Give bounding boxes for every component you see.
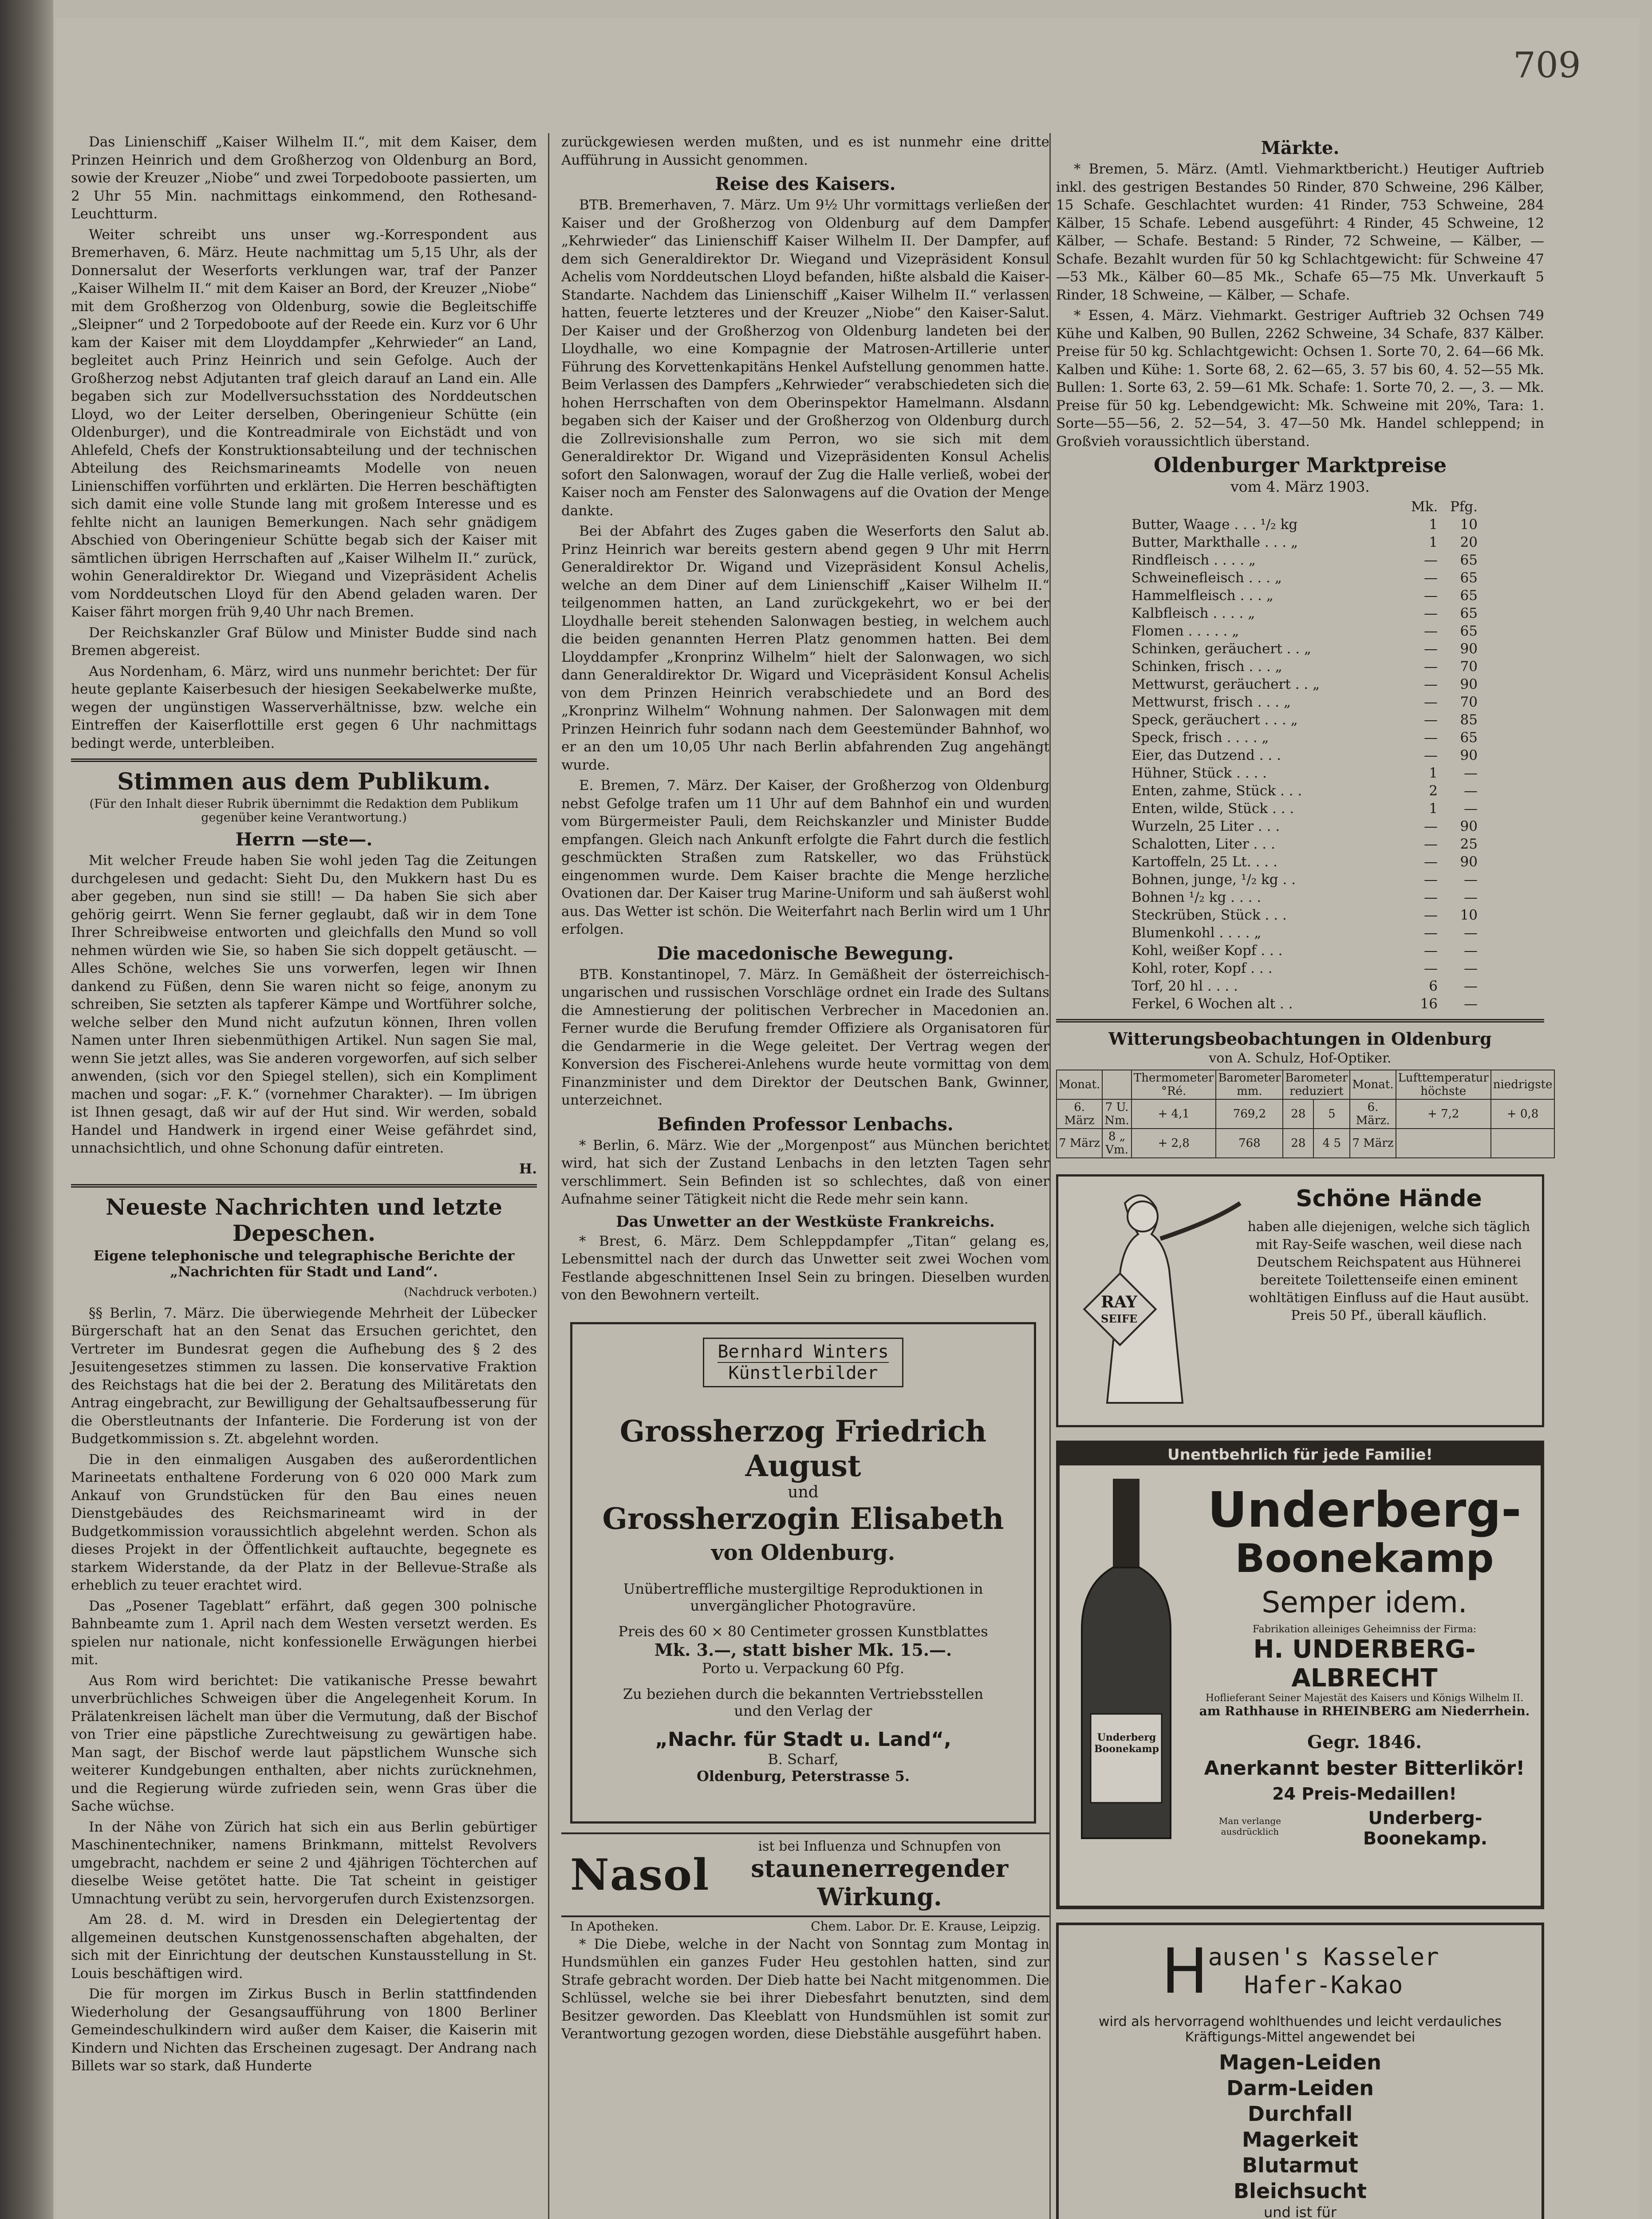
price-row — [1132, 729, 1478, 746]
price-mk: — — [1424, 960, 1438, 976]
weather-cell: 7 März — [1350, 1129, 1396, 1158]
weather-cell: + 0,8 — [1491, 1099, 1555, 1129]
price-mk: 1 — [1429, 517, 1438, 533]
price-row — [1132, 622, 1478, 640]
ad-claim-big: staunenerregender Wirkung. — [751, 1854, 1009, 1911]
article-paragraph: Der Reichskanzler Graf Bülow und Minister Budde sind nach Bremen abgereist. — [71, 624, 537, 659]
price-item: Kartoffeln, 25 Lt. . . . — [1132, 854, 1277, 870]
price-item: Steckrüben, Stück . . . — [1132, 907, 1287, 923]
price-mk: — — [1424, 570, 1438, 586]
ad-und: und — [788, 1483, 819, 1501]
section-divider — [71, 758, 537, 762]
price-mk: — — [1424, 730, 1438, 746]
ad-scharf: B. Scharf, — [768, 1750, 839, 1768]
ad-banner: Unentbehrlich für jede Familie! — [1060, 1444, 1541, 1465]
price-item: Kalbfleisch . . . . „ — [1132, 605, 1255, 621]
ad-und: und ist für — [1263, 2204, 1337, 2219]
advertisement-hausen — [1056, 1923, 1544, 2219]
price-list — [1132, 498, 1478, 1013]
price-mk: — — [1424, 836, 1438, 852]
price-item: Kohl, roter, Kopf . . . — [1132, 960, 1273, 976]
ray-logo-text: RAY — [1101, 1293, 1137, 1311]
price-item: Schinken, geräuchert . . „ — [1132, 641, 1311, 657]
advertisement-nasol — [561, 1832, 1049, 1917]
wx-header: Monat. — [1057, 1070, 1102, 1099]
price-mk: 1 — [1429, 801, 1438, 817]
ad-brand: Nasol — [570, 1849, 710, 1900]
price-pf: 90 — [1460, 747, 1478, 763]
price-row — [1132, 888, 1478, 906]
section-subtitle: Eigene telephonische und telegraphische Berichte der „Nachrichten für Stadt und Land“. — [93, 1248, 515, 1280]
letter-address: Herrn —ste—. — [235, 829, 373, 850]
article-paragraph: * Die Diebe, welche in der Nacht von Sonntag zum Montag in Hundsmühlen ein ganzes Fuder Heu gestohlen hatten, sind zur Strafe gebracht worden. Der Dieb hatte bei Nacht mitgenommen. Die Schlüssel, welche sie bei ihrer Diebesfahrt benutzten, sind dem Besitzer geworden. Das Kleeblatt von Hundsmühlen ist somit zur Verantwortung gezogen worden, diese Diebstähle ausgeführt haben. — [561, 1936, 1049, 2042]
ad-brand: Underberg- — [1207, 1481, 1522, 1538]
price-pf: 65 — [1460, 623, 1478, 639]
section-divider — [1056, 1019, 1544, 1023]
price-pf: 90 — [1460, 818, 1478, 834]
price-pf: 20 — [1460, 534, 1478, 550]
price-row — [1132, 800, 1478, 817]
ad-hof: Hoflieferant Seiner Majestät des Kaisers und Königs Wilhelm II. — [1205, 1693, 1524, 1704]
ad-headline: Grossherzog Friedrich August — [619, 1414, 987, 1483]
price-row — [1132, 587, 1478, 604]
price-header — [1132, 498, 1478, 516]
ad-kind: Künstlerbilder — [718, 1362, 888, 1383]
ad-description: Unübertreffliche mustergiltige Reproduktionen in unvergänglicher Photogravüre. — [623, 1580, 983, 1614]
mk-header: Mk. — [1411, 499, 1438, 515]
ad-fabr: Fabrikation alleiniges Geheimniss der Firma: — [1252, 1624, 1477, 1635]
price-pf: 90 — [1460, 641, 1478, 657]
price-mk: — — [1424, 872, 1438, 888]
price-mk: — — [1424, 925, 1438, 941]
price-item: Enten, zahme, Stück . . . — [1132, 783, 1302, 799]
weather-cell: + 7,2 — [1396, 1099, 1491, 1129]
price-pf: 70 — [1460, 659, 1478, 675]
page-number: 709 — [1513, 44, 1581, 86]
price-pf: — — [1464, 978, 1478, 994]
column-2 — [561, 133, 1049, 2219]
price-pf: 65 — [1460, 552, 1478, 568]
price-pf: 10 — [1460, 517, 1478, 533]
price-row — [1132, 782, 1478, 800]
price-pf: — — [1464, 925, 1478, 941]
ad-title: ausen's Kasseler — [1208, 1943, 1439, 1971]
weather-cell: 8 „ Vm. — [1102, 1129, 1132, 1158]
price-item: Blumenkohl . . . . „ — [1132, 925, 1262, 941]
ad-illness: Magerkeit — [1242, 2128, 1358, 2152]
price-mk: — — [1424, 854, 1438, 870]
price-mk: — — [1424, 694, 1438, 710]
ad-left: In Apotheken. — [570, 1919, 659, 1934]
price-row — [1132, 569, 1478, 587]
bottle-label: Underberg Boonekamp — [1094, 1732, 1159, 1755]
price-mk: 16 — [1420, 996, 1438, 1012]
weather-cell: + 2,8 — [1132, 1129, 1216, 1158]
article-paragraph: * Brest, 6. März. Dem Schleppdampfer „Titan“ gelang es, Lebensmittel nach der durch das Unwetter seit zwei Wochen vom Festlande abgeschnittenen Insel Sein zu bringen. Dieselben wurden von den Bewohnern verteilt. — [561, 1233, 1049, 1303]
price-row — [1132, 871, 1478, 888]
column-1 — [71, 133, 537, 2219]
weather-cell — [1396, 1129, 1491, 1158]
price-row — [1132, 516, 1478, 533]
article-paragraph: * Essen, 4. März. Viehmarkt. Gestriger Auftrieb 32 Ochsen 749 Kühe und Kalben, 90 Bullen, 2262 Schweine, 34 Schafe, 837 Kälber. Preise für 50 kg. Schlachtgewicht: Ochsen 1. Sorte 70, 2. 64—66 Mk. Kalben und Kühe: 1. Sorte 68, 2. 62—65, 3. 57 bis 60, 4. 52—55 Mk. Bullen: 1. Sorte 63, 2. 59—61 Mk. Schafe: 1. Sorte 70, 2. —, 3. — Mk. Preise für 50 kg. Lebendgewicht: Mk. Schweine mit 20%, Tara: 1. Sorte—55—56, 2. 52—54, 3. 47—50 Mk. Handel schleppend; in Großvieh voraussichtlich überstand. — [1056, 308, 1544, 450]
ad-place: am Rathhause in RHEINBERG am Niederrhein. — [1199, 1704, 1530, 1718]
ad-body: haben alle diejenigen, welche sich täglich mit Ray-Seife waschen, weil diese nach Deutschem Reichspatent aus Hühnerei bereitete Toilettenseife einen eminent wohltätigen Einfluss auf die Haut ausübt. Preis 50 Pf., überall käuflich. — [1247, 1219, 1530, 1323]
price-pf: — — [1464, 872, 1478, 888]
article-paragraph: Die für morgen im Zirkus Busch in Berlin stattfindenden Wiederholung der Gesangsaufführung von 1800 Berliner Gemeindeschulkindern wird außer dem Kaiser, die Kaiserin mit Kindern und Nichten das Erscheinen zugesagt. Der Andrang nach Billets war so stark, daß Hunderte — [71, 1986, 537, 2074]
column-rule — [1049, 133, 1051, 2219]
price-item: Butter, Waage . . . ¹/₂ kg — [1132, 517, 1298, 533]
price-mk: — — [1424, 605, 1438, 621]
price-mk: — — [1424, 659, 1438, 675]
price-pf: 70 — [1460, 694, 1478, 710]
article-paragraph: Die in den einmaligen Ausgaben des außerordentlichen Marineetats enthaltene Forderung von 6 020 000 Mark zum Ankauf von Grundstücken für den Bau eines neuen Dienstgebäudes des Reichsmarineamt wird in der Budgetkommission voraussichtlich abgelehnt werden. Schon als dieses Projekt in der Öffentlichkeit auftauchte, begegnete es starkem Widerstande, da der Platz in der Bellevue-Straße als erheblich zu teuer erachtet wird. — [71, 1451, 537, 1593]
article-paragraph: * Bremen, 5. März. (Amtl. Viehmarktbericht.) Heutiger Auftrieb inkl. des gestrigen Bestandes 50 Rinder, 870 Schweine, 296 Kälber, 15 Schafe. Geschlachtet wurden: 41 Rinder, 753 Schweine, 284 Kälber, 15 Schafe. Lebend ausgeführt: 4 Rinder, 45 Schweine, 12 Kälber, — Schafe. Bestand: 5 Rinder, 72 Schweine, — Kälber, — Schafe. Bezahlt wurden für 50 kg Schlachtgewicht: für Schweine 47—53 Mk., Kälber 60—85 Mk., Schafe 65—75 Mk. Unverkauft 5 Rinder, 18 Schweine, — Kälber, — Schafe. — [1056, 161, 1544, 303]
ad-price: Mk. 3.—, statt bisher Mk. 15.—. — [654, 1639, 952, 1660]
signature: H. — [519, 1161, 537, 1177]
weather-cell: 6. März. — [1350, 1099, 1396, 1129]
price-row — [1132, 817, 1478, 835]
ad-title: Hafer-Kakao — [1244, 1971, 1403, 1999]
weather-cell: 28 — [1283, 1129, 1313, 1158]
ad-firm: H. UNDERBERG-ALBRECHT — [1253, 1635, 1476, 1693]
price-item: Bohnen, junge, ¹/₂ kg . . — [1132, 872, 1296, 888]
weather-subtitle: von A. Schulz, Hof-Optiker. — [1209, 1050, 1392, 1066]
price-item: Hühner, Stück . . . . — [1132, 765, 1267, 781]
market-prices-title: Oldenburger Marktpreise — [1153, 453, 1447, 477]
price-row — [1132, 924, 1478, 942]
ad-headline: Schöne Hände — [1296, 1185, 1482, 1212]
price-item: Hammelfleisch . . . „ — [1132, 588, 1273, 604]
bottle-illustration — [1060, 1465, 1193, 1865]
article-paragraph: Bei der Abfahrt des Zuges gaben die Weserforts den Salut ab. Prinz Heinrich war bereits gestern abend gegen 9 Uhr mit Herrn Generaldirektor Dr. Wigand und Vizepräsident Konsul Achelis, welche an dem Diner auf dem Linienschiff „Kaiser Wilhelm II.“ teilgenommen hatten, an Land zurückgekehrt, wo er bei der Lloydhalle bereit stehenden Salonwagen bestieg, in welchem auch die beiden genannten Herren Platz genommen hatten. Bei dem Lloyddampfer „Kronprinz Wilhelm“ hielt der Salonwagen, wo sich dann Generaldirektor Dr. Wigard und Vicepräsident Konsul Achelis von dem Prinzen Heinrich verabschiedete und an Bord des „Kronprinz Wilhelm“ Wohnung nahmen. Der Salonwagen mit dem Prinzen Heinrich fuhr sodann nach dem Geestemünder Bahnhof, wo er an den um 10,05 Uhr nach Berlin abfahrenden Zug angehängt wurde. — [561, 523, 1049, 773]
ad-gegr: Gegr. 1846. — [1307, 1732, 1422, 1753]
price-row — [1132, 551, 1478, 569]
article-paragraph: Mit welcher Freude haben Sie wohl jeden Tag die Zeitungen durchgelesen und gedacht: Sieht Du, den Mukkern hast Du es aber gegeben, nun sind sie still! — Da haben Sie sich aber gehörig geirrt. Wenn Sie ferner geglaubt, daß wir in dem Tone Ihrer Schreibweise entworten und gleichfalls den Mund so voll nehmen würden wie Sie, so haben Sie sich doppelt getäuscht. — Alles Schöne, welches Sie uns vorwerfen, legen wir Ihnen dankend zu Füßen, denn Sie waren nicht so feige, anonym zu schreiben, Sie setzten als tapferer Kämpe und Wortführer solche, welche selber den Mund nicht aufzutun können, Ihren vollen Namen unter Ihren siebenmüthigen Artikel. Nun sagen Sie mal, wenn Sie jetzt alles, was Sie anderen vorgeworfen, auf sich selber anwenden, (sich vor den Spiegel stellen), sich ein Kompliment machen und sogar: „F. K.“ (vornehmer Charakter). — Im übrigen ist Ihnen gesagt, daß wir auf der Hut sind. Wir werden, sobald Handel und Handwerk in irgend einer Weise gefährdet sind, unnachsichtlich, und ohne Schonung dafür eintreten. — [71, 853, 537, 1156]
price-pf: 85 — [1460, 712, 1478, 728]
ad-footer-right: Underberg-Boonekamp. — [1363, 1808, 1488, 1849]
price-pf: — — [1464, 889, 1478, 905]
price-mk: — — [1424, 943, 1438, 959]
weather-cell: 7 U. Nm. — [1102, 1099, 1132, 1129]
price-mk: — — [1424, 623, 1438, 639]
article-paragraph: E. Bremen, 7. März. Der Kaiser, der Großherzog von Oldenburg nebst Gefolge trafen um 11 Uhr auf dem Bahnhof ein und wurden vom Bürgermeister Pauli, dem Reichskanzler und Minister Budde empfangen. Gleich nach Ankunft erfolgte die Fahrt durch die festlich geschmückten Straßen zum Ratskeller, wo das Frühstück eingenommen wurde. Dem Kaiser brachte die Menge herzliche Ovationen dar. Der Kaiser trug Marine-Uniform und sah äußerst wohl aus. Das Wetter ist schön. Die Weiterfahrt nach Berlin wird um 1 Uhr erfolgen. — [561, 778, 1049, 937]
book-binding — [0, 0, 53, 2219]
price-item: Mettwurst, geräuchert . . „ — [1132, 676, 1320, 692]
weather-cell: 5 — [1313, 1099, 1350, 1129]
price-row — [1132, 959, 1478, 977]
price-pf: — — [1464, 996, 1478, 1012]
price-pf: 90 — [1460, 854, 1478, 870]
article-paragraph: Weiter schreibt uns unser wg.-Korrespondent aus Bremerhaven, 6. März. Heute nachmittag um 5,15 Uhr, als der Donnersalut der Weserforts verklungen war, traf der Panzer „Kaiser Wilhelm II.“ mit dem Kaiser an Bord, der Kreuzer „Niobe“ mit dem Großherzog von Oldenburg, sowie die Begleitschiffe „Sleipner“ und 2 Torpedoboote auf der Reede ein. Kurz vor 6 Uhr kam der Kaiser mit dem Lloyddampfer „Kehrwieder“ an Land, begleitet auch Prinz Heinrich und sein Gefolge. Auch der Großherzog nebst Adjutanten traf gleich darauf an Land ein. Alle begaben sich zur Modellversuchsstation des Norddeutschen Lloyd, wo der Leiter derselben, Oberingenieur Schütte (ein Oldenburger), und die Kontreadmirale von Eichstädt und von Ahlefeld, Chefs der Konstruktionsabteilung und der technischen Abteilung des Reichsmarineamts Modelle von neuen Linienschiffen vorführten und erklärten. Die Herren beschäftigten sich damit eine volle Stunde lang mit großem Interesse und es fehlte nicht an launigen Bemerkungen. Nach sehr gnädigem Abschied von Oberingenieur Schütte begab sich der Kaiser mit sämtlichen übrigen Herrschaften auf „Kaiser Wilhelm II.“ zurück, wohin Generaldirektor Dr. Wiegand und Vizepräsident Achelis vom Norddeutschen Lloyd für den Abend geladen waren. Der Kaiser fährt morgen früh 9,40 Uhr nach Bremen. — [71, 226, 537, 620]
price-item: Wurzeln, 25 Liter . . . — [1132, 818, 1280, 834]
price-mk: — — [1424, 676, 1438, 692]
weather-cell: 28 — [1283, 1099, 1313, 1129]
weather-row — [1057, 1129, 1554, 1158]
ad-illness: Darm-Leiden — [1226, 2076, 1374, 2100]
ad-intro: wird als hervorragend wohlthuendes und leicht verdauliches Kräftigungs-Mittel angewendet bei — [1098, 2014, 1502, 2045]
advertisement-underberg — [1056, 1441, 1544, 1909]
price-item: Schalotten, Liter . . . — [1132, 836, 1275, 852]
ray-logo-text: SEIFE — [1101, 1312, 1138, 1325]
article-paragraph: In der Nähe von Zürich hat sich ein aus Berlin gebürtiger Maschinentechniker, namens Brinkmann, mittelst Revolvers umgebracht, nachdem er seine 2 und 4jährigen Töchterchen auf dieselbe Weise getötet hatte. Die Tat scheint in geistiger Umnachtung verübt zu sein, hervorgerufen durch Existenzsorgen. — [71, 1819, 537, 1907]
section-note: (Für den Inhalt dieser Rubrik übernimmt die Redaktion dem Publikum gegenüber keine Verantwortung.) — [89, 797, 519, 825]
price-pf: 90 — [1460, 676, 1478, 692]
wx-header: Barometer mm. — [1216, 1070, 1283, 1099]
price-row — [1132, 977, 1478, 995]
ad-illustration — [1058, 1177, 1245, 1425]
column-rule — [548, 133, 549, 2219]
price-row — [1132, 746, 1478, 764]
weather-cell: + 4,1 — [1132, 1099, 1216, 1129]
advertisement-ray-seife — [1056, 1174, 1544, 1427]
ad-price-label: Preis des 60 × 80 Centimeter grossen Kunstblattes — [618, 1623, 988, 1640]
price-mk: — — [1424, 907, 1438, 923]
article-paragraph: Am 28. d. M. wird in Dresden ein Delegiertentag der allgemeinen deutschen Kunstgenossenschaften abgehalten, der sich mit der Einrichtung der deutschen Kunstausstellung in St. Louis beschäftigen wird. — [71, 1911, 537, 1982]
article-heading: Reise des Kaisers. — [715, 174, 896, 194]
price-pf: 25 — [1460, 836, 1478, 852]
price-pf: — — [1464, 960, 1478, 976]
price-row — [1132, 640, 1478, 658]
weather-cell: 7 März — [1057, 1129, 1102, 1158]
section-divider — [71, 1184, 537, 1188]
price-item: Speck, frisch . . . . „ — [1132, 730, 1269, 746]
price-row — [1132, 942, 1478, 959]
weather-cell: 6. März — [1057, 1099, 1102, 1129]
ad-claim: ist bei Influenza und Schnupfen von — [758, 1838, 1001, 1854]
price-row — [1132, 835, 1478, 853]
weather-row — [1057, 1099, 1554, 1129]
price-pf: — — [1464, 765, 1478, 781]
wx-header: Thermometer °Ré. — [1132, 1070, 1216, 1099]
price-row — [1132, 693, 1478, 711]
price-item: Torf, 20 hl . . . . — [1132, 978, 1238, 994]
price-pf: 65 — [1460, 730, 1478, 746]
pf-header: Pfg. — [1450, 499, 1478, 515]
price-item: Bohnen ¹/₂ kg . . . . — [1132, 889, 1262, 905]
ad-brand: Boonekamp — [1235, 1536, 1494, 1581]
ad-nasol-footer — [561, 1917, 1049, 1935]
article-paragraph: Aus Rom wird berichtet: Die vatikanische Presse bewahrt unverbrüchliches Schweigen über die Angelegenheit Korum. In Prälatenkreisen lächelt man über die Vermutung, daß der Bischof von Trier eine päpstliche Zurechtweisung zu gewärtigen habe. Man sagt, der Bischof werde laut päpstlichem Wunsche sich weiterer Kundgebungen enthalten, aber nichts zurücknehmen, und die Regierung würde zufrieden sein, wenn Gras über die Sache wüchse. — [71, 1672, 537, 1814]
ad-claim: Anerkannt bester Bitterlikör! — [1204, 1757, 1525, 1780]
price-item: Rindfleisch . . . . „ — [1132, 552, 1256, 568]
price-mk: — — [1424, 588, 1438, 604]
price-item: Schweinefleisch . . . „ — [1132, 570, 1282, 586]
price-row — [1132, 604, 1478, 622]
market-prices-date: vom 4. März 1903. — [1230, 478, 1370, 495]
article-heading: Das Unwetter an der Westküste Frankreichs. — [616, 1212, 995, 1231]
price-pf: 65 — [1460, 588, 1478, 604]
weather-title: Witterungsbeobachtungen in Oldenburg — [1108, 1029, 1492, 1049]
price-item: Enten, wilde, Stück . . . — [1132, 801, 1294, 817]
price-mk: — — [1424, 818, 1438, 834]
article-paragraph: §§ Berlin, 7. März. Die überwiegende Mehrheit der Lübecker Bürgerschaft hat an den Senat das Ersuchen gerichtet, den Vertreter im Bundesrat gegen die Aufhebung des § 2 des Jesuitengesetzes stimmen zu lassen. Die konservative Fraktion des Reichstags hat die bei der 2. Beratung des Militäretats den Antrag eingebracht, zur Bewilligung der Gehaltsaufbesserung für die Oberstleutnants der Infanterie. Die Forderung ist von der Budgetkommission s. Zt. abgelehnt worden. — [71, 1305, 537, 1447]
ad-motto: Semper idem. — [1262, 1585, 1467, 1619]
price-item: Speck, geräuchert . . . „ — [1132, 712, 1298, 728]
price-row — [1132, 853, 1478, 871]
price-row — [1132, 675, 1478, 693]
price-pf: 65 — [1460, 605, 1478, 621]
price-row — [1132, 658, 1478, 675]
price-row — [1132, 995, 1478, 1013]
price-item: Eier, das Dutzend . . . — [1132, 747, 1281, 763]
weather-cell: 768 — [1216, 1129, 1283, 1158]
price-pf: — — [1464, 943, 1478, 959]
section-title: Neueste Nachrichten und letzte Depeschen. — [105, 1194, 503, 1246]
weather-cell: 769,2 — [1216, 1099, 1283, 1129]
article-heading: Befinden Professor Lenbachs. — [657, 1113, 954, 1135]
section-title: Stimmen aus dem Publikum. — [117, 768, 491, 795]
ad-firm-box — [703, 1338, 903, 1387]
price-item: Kohl, weißer Kopf . . . — [1132, 943, 1283, 959]
ad-porto: Porto u. Verpackung 60 Pfg. — [702, 1659, 905, 1677]
price-item: Butter, Markthalle . . . „ — [1132, 534, 1298, 550]
price-pf: 65 — [1460, 570, 1478, 586]
price-item: Mettwurst, frisch . . . „ — [1132, 694, 1291, 710]
woman-figure-icon — [1058, 1177, 1245, 1421]
article-paragraph: Das Linienschiff „Kaiser Wilhelm II.“, mit dem Kaiser, dem Prinzen Heinrich und dem Großherzog von Oldenburg an Bord, sowie der Kreuzer „Niobe“ und zwei Torpedoboote passierten, um 2 Uhr 55 Min. nachmittags einkommend, den Rothesand-Leuchtturm. — [71, 134, 537, 222]
weather-cell: 4 5 — [1313, 1129, 1350, 1158]
ad-illness: Blutarmut — [1242, 2153, 1358, 2177]
ad-address: Oldenburg, Peterstrasse 5. — [696, 1767, 910, 1785]
ad-illness: Durchfall — [1247, 2102, 1353, 2126]
wx-header: niedrigste — [1491, 1070, 1555, 1099]
ad-illness: Bleichsucht — [1234, 2179, 1367, 2203]
article-paragraph: zurückgewiesen werden mußten, und es ist nunmehr eine dritte Aufführung in Aussicht genommen. — [561, 134, 1049, 168]
article-paragraph: Das „Posener Tageblatt“ erfährt, daß gegen 300 polnische Bahnbeamte zum 1. April nach dem Westen versetzt werden. Es spielen nur nationale, nicht konfessionelle Erwägungen hierbei mit. — [71, 1598, 537, 1668]
price-pf: — — [1464, 801, 1478, 817]
article-heading: Die macedonische Bewegung. — [657, 943, 954, 964]
price-mk: — — [1424, 641, 1438, 657]
wx-header: Barometer reduziert — [1283, 1070, 1350, 1099]
ad-bezug: Zu beziehen durch die bekannten Vertriebsstellen und den Verlag der — [623, 1685, 984, 1719]
price-mk: 1 — [1429, 765, 1438, 781]
price-row — [1132, 711, 1478, 729]
wx-header: Lufttemperatur höchste — [1396, 1070, 1491, 1099]
ad-illness: Magen-Leiden — [1219, 2050, 1381, 2074]
price-mk: 6 — [1429, 978, 1438, 994]
bottle-icon — [1060, 1465, 1193, 1856]
article-paragraph: BTB. Bremerhaven, 7. März. Um 9½ Uhr vormittags verließen der Kaiser und der Großherzog von Oldenburg auf dem Dampfer „Kehrwieder“ das Linienschiff Kaiser Wilhelm II. Der Dampfer, auf dem sich Generaldirektor Dr. Wiegand und Vizepräsident Konsul Achelis vom Norddeutschen Lloyd befanden, hißte alsbald die Kaiser-Standarte. Nachdem das Linienschiff „Kaiser Wilhelm II.“ verlassen hatten, feuerte letzteres und der Kreuzer „Niobe“ den Kaiser-Salut. Der Kaiser und der Großherzog von Oldenburg landeten bei der Lloydhalle, wo eine Kompagnie der Matrosen-Artillerie unter Führung des Korvettenkapitäns Henkel Aufstellung genommen hatte. Beim Verlassen des Dampfers „Kehrwieder“ verabschiedeten sich die hohen Herrschaften von dem Oberinspektor Hamelmann. Alsdann begaben sich der Kaiser und der Großherzog von Oldenburg durch die Zollrevisionshalle zum Perron, wo sie sich mit dem Generaldirektor Dr. Wigand und Vizepräsidenten Konsul Achelis sofort den Salonwagen, worauf der Zug die Halle verließ, wobei der Kaiser noch am Fenster des Salonwagens auf die Ovation der Menge dankte. — [561, 197, 1049, 519]
copyright-note: (Nachdruck verboten.) — [404, 1286, 537, 1299]
price-mk: — — [1424, 747, 1438, 763]
price-mk: — — [1424, 712, 1438, 728]
weather-table — [1056, 1070, 1555, 1158]
ad-verlag: „Nachr. für Stadt u. Land“, — [655, 1728, 951, 1751]
price-pf: — — [1464, 783, 1478, 799]
ad-headline: Grossherzogin Elisabeth — [602, 1501, 1004, 1536]
article-paragraph: Aus Nordenham, 6. März, wird uns nunmehr berichtet: Der für heute geplante Kaiserbesuch der hiesigen Seekabelwerke mußte, wegen der ungünstigen Wasserverhältnisse, bzw. welche ein Eintreffen der Kaiserflottille erst gegen 6 Uhr nachmittags bedingt werde, unterbleiben. — [71, 663, 537, 751]
price-pf: 10 — [1460, 907, 1478, 923]
ad-initial: H — [1161, 1935, 1208, 2008]
article-heading: Märkte. — [1261, 138, 1340, 158]
ad-subheadline: von Oldenburg. — [711, 1540, 895, 1565]
advertisement-winters — [570, 1322, 1036, 1824]
ad-medals: 24 Preis-Medaillen! — [1272, 1784, 1457, 1804]
price-mk: 2 — [1429, 783, 1438, 799]
ad-firm: Bernhard Winters — [718, 1341, 889, 1362]
weather-cell — [1491, 1129, 1555, 1158]
price-mk: 1 — [1429, 534, 1438, 550]
price-item: Schinken, frisch . . . „ — [1132, 659, 1282, 675]
price-row — [1132, 906, 1478, 924]
price-row — [1132, 764, 1478, 782]
article-paragraph: BTB. Konstantinopel, 7. März. In Gemäßheit der österreichisch-ungarischen und russischen Vorschläge ordnet ein Irade des Sultans die Amnestierung der politischen Verbrecher in Macedonien an. Ferner wurde die Berufung fremder Offiziere als Organisatoren für die Gendarmerie in die Wege geleitet. Der Vertrag wegen der Konversion des Fischerei-Anlehens wurde heute vormittag von dem Finanzminister und dem Direktor der Deutschen Bank, Gwinner, unterzeichnet. — [561, 966, 1049, 1108]
price-item: Ferkel, 6 Wochen alt . . — [1132, 996, 1293, 1012]
price-item: Flomen . . . . . „ — [1132, 623, 1239, 639]
price-mk: — — [1424, 889, 1438, 905]
price-mk: — — [1424, 552, 1438, 568]
ad-right: Chem. Labor. Dr. E. Krause, Leipzig. — [811, 1919, 1041, 1934]
ad-footer-left: Man verlange ausdrücklich — [1218, 1816, 1281, 1837]
article-paragraph: * Berlin, 6. März. Wie der „Morgenpost“ aus München berichtet wird, hat sich der Zustand Lenbachs in den letzten Tagen sehr verschlimmert. Sein Befinden ist so schlechtes, daß von einer Aufnahme seiner Tätigkeit nicht die Rede mehr sein kann. — [561, 1137, 1049, 1207]
column-3 — [1056, 133, 1553, 2219]
wx-header: Monat. — [1350, 1070, 1396, 1099]
price-row — [1132, 533, 1478, 551]
